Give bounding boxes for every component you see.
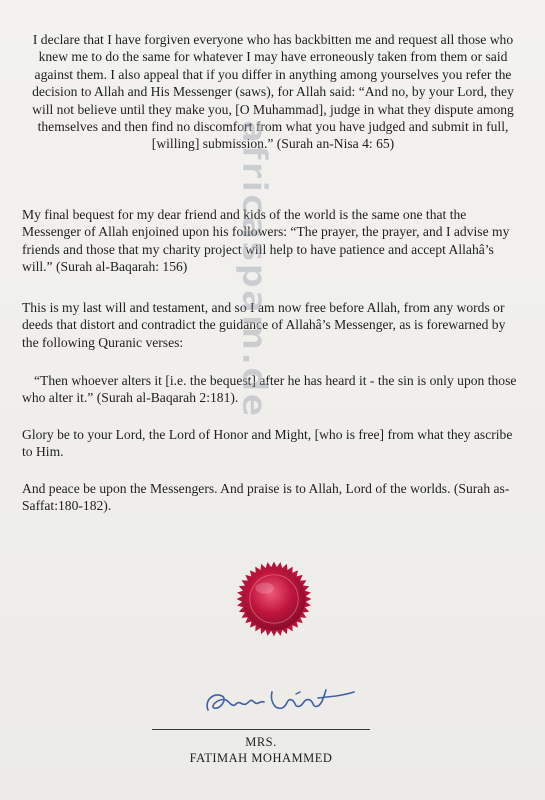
watermark: africaspam.de bbox=[234, 120, 274, 419]
signatory-title: MRS. bbox=[245, 735, 277, 749]
paragraph-quranic-verse: “Then whoever alters it [i.e. the bequest] after he has heard it - the sin is only upon those who alter it.” (Surah al-Baqarah 2:181). bbox=[22, 373, 517, 406]
signature-line bbox=[152, 729, 370, 730]
paragraph-glory: Glory be to your Lord, the Lord of Honor and Might, [who is free] from what they ascribe to Him. bbox=[22, 427, 513, 460]
paragraph-last-will: This is my last will and testament, and so I am now free before Allah, from any words or deeds that distort and contradict the guidance of Allahâ’s Messenger, as is forewarned by the following Quranic verses: bbox=[22, 300, 506, 350]
paragraph-forgiveness: I declare that I have forgiven everyone who has backbitten me and request all those who knew me to do the same for whatever I may have erroneously taken from them or said against them. I also appeal that if you differ in anything among yourselves you refer the decision to Allah and His Messenger (saws), for Allah said: “And no, by your Lord, they will not believe until they make you, [O Muhammad], judge in what they dispute among themselves and then find no discomfort from what you have judged and submit in full, [willing] submission.” (Surah an-Nisa 4: 65) bbox=[32, 32, 514, 152]
paragraph-peace: And peace be upon the Messengers. And praise is to Allah, Lord of the worlds. (Surah as-Saffat:180-182). bbox=[22, 481, 510, 514]
paragraph-final-bequest: My final bequest for my dear friend and kids of the world is the same one that the Messenger of Allah enjoined upon his followers: “The prayer, the prayer, and I advise my friends and those that my charity project will help to have patience and accept Allahâ’s will.” (Surah al-Baqarah: 156) bbox=[22, 207, 510, 275]
signatory-name: FATIMAH MOHAMMED bbox=[189, 751, 333, 765]
handwritten-signature bbox=[200, 680, 360, 720]
